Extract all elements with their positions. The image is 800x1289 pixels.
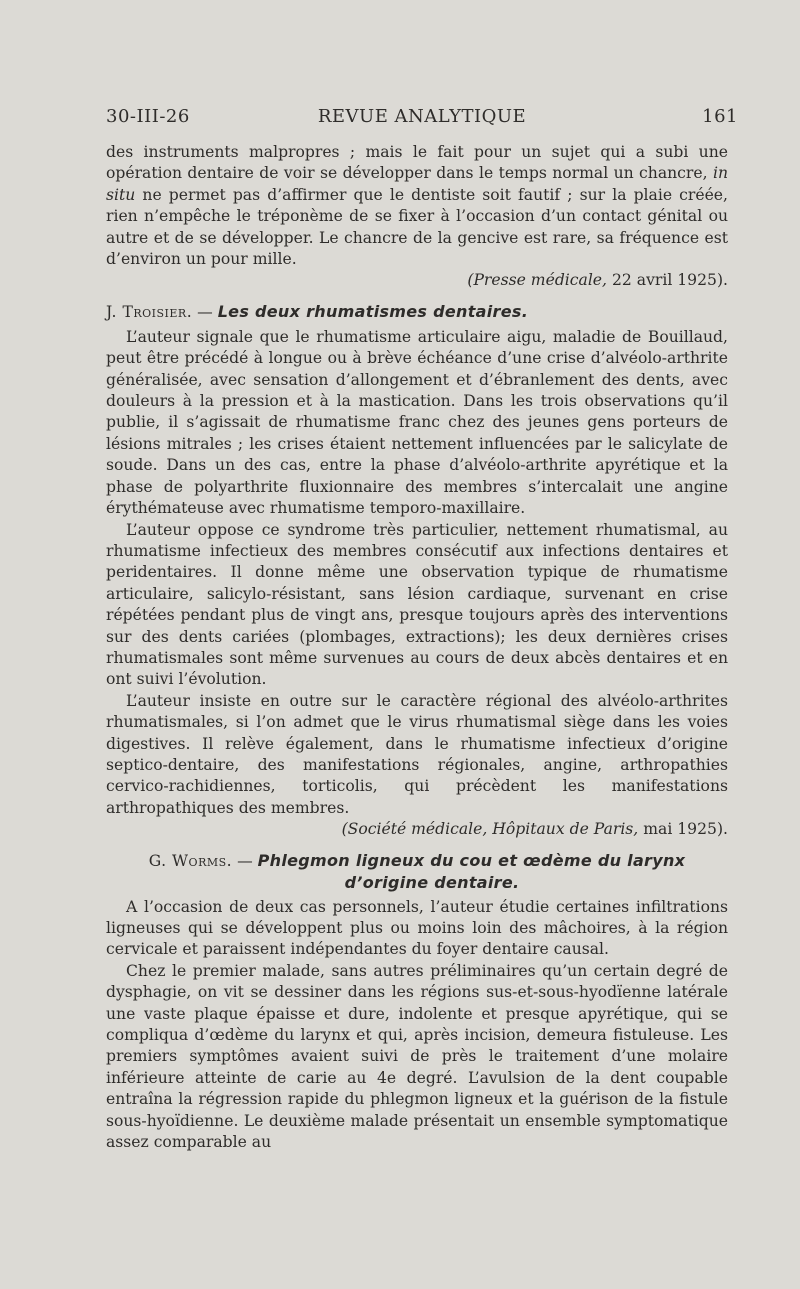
heading-dash: —	[197, 302, 213, 321]
article-paragraph: Chez le premier malade, sans autres préliminaires qu’un certain degré de dysphagie, on vit se dessiner dans les régions sus-et-sous-hyodïenne latérale une vaste plaque épaisse et dure, indolente et presque apyrétique, qui se compliqua d’œdème du larynx et qui, après incision, demeura fistuleuse. Les premiers symptômes avaient suivi de près le traitement d’une molaire inférieure atteinte de carie au 4e degré. L’avulsion de la dent coupable entraîna la régression rapide du phlegmon ligneux et la guérison de la fistule sous-hyoïdienne. Le deuxième malade présentait un ensemble symptomatique assez comparable au	[106, 961, 728, 1152]
article-author: G. Worms.	[148, 851, 233, 870]
source-journal: (Presse médicale,	[467, 271, 607, 290]
article-author: J. Troisier.	[106, 302, 193, 321]
article-paragraph: L’auteur signale que le rhumatisme articulaire aigu, maladie de Bouillaud, peut être précédé à longue ou à brève échéance d’une crise d’alvéolo-arthrite généralisée, avec sensation d’allongement et d’ébranlement des dents, avec douleurs à la pression et à la mastication. Dans les trois observations qu’il publie, il s’agissait de rhumatisme franc chez des jeunes gens porteurs de lésions mitrales ; les crises étaient nettement influencées par le salicylate de soude. Dans un des cas, entre la phase d’alvéolo-arthrite apyrétique et la phase de polyarthrite fluxionnaire des membres s’intercalait une angine érythémateuse avec rhumatisme temporo-maxillaire.	[106, 327, 728, 518]
article-paragraph: A l’occasion de deux cas personnels, l’auteur étudie certaines infiltrations ligneuses qui se développent plus ou moins loin des mâchoires, à la région cervicale et paraissent indépendantes du foyer dentaire causal.	[106, 897, 728, 959]
article-title: Les deux rhumatismes dentaires.	[217, 301, 529, 321]
paragraph-text: des instruments malpropres ; mais le fait pour un sujet qui a subi une opération dentaire de voir se développer dans le temps normal un chancre,	[106, 143, 728, 183]
running-head	[106, 106, 738, 134]
paragraph-italic: in situ	[106, 164, 728, 204]
article-paragraph: L’auteur insiste en outre sur le caractère régional des alvéolo-arthrites rhumatismales, si l’on admet que le virus rhumatismal siège dans les voies digestives. Il relève également, dans le rhumatisme infectieux d’origine septico-dentaire, des manifestations régionales, angine, arthropathies cervico-rachidiennes, torticolis, qui précèdent les manifestations arthropathiques des membres.	[106, 691, 728, 817]
source-journal: (Société médicale, Hôpitaux de Paris,	[341, 820, 639, 839]
heading-line-1	[106, 850, 728, 872]
source-citation-1	[106, 270, 728, 291]
body-text	[106, 142, 728, 1153]
page-number: 161	[702, 106, 738, 127]
source-date: mai 1925).	[643, 820, 728, 839]
paragraph-text-cont: ne permet pas d’affirmer que le dentiste soit fautif ; sur la plaie créée, rien n’empêche le tréponème de se fixer à l’occasion d’un contact génital ou autre et de se développer. Le chancre de la gencive est rare, sa fréquence est d’environ un pour mille.	[106, 185, 728, 269]
article-heading-worms	[106, 850, 728, 893]
continued-paragraph	[106, 142, 728, 270]
header-title: REVUE ANALYTIQUE	[317, 106, 527, 127]
source-date: 22 avril 1925).	[611, 271, 728, 290]
article-title-line2: d’origine dentaire.	[344, 872, 520, 892]
heading-dash: —	[237, 851, 253, 870]
source-citation-2	[106, 819, 728, 840]
header-date: 30-III-26	[106, 106, 190, 127]
article-heading-troisier	[106, 301, 728, 323]
article-paragraph: L’auteur oppose ce syndrome très particulier, nettement rhumatismal, au rhumatisme infectieux des membres consécutif aux infections dentaires et peridentaires. Il donne même une observation typique de rhumatisme articulaire, salicylo-résistant, sans lésion cardiaque, survenant en crise répétées pendant plus de vingt ans, presque toujours après des interventions sur des dents cariées (plombages, extractions); les deux dernières crises rhumatismales sont même survenues au cours de deux abcès dentaires et en ont suivi l’évolution.	[106, 520, 728, 689]
article-title: Phlegmon ligneux du cou et œdème du larynx	[257, 850, 686, 870]
